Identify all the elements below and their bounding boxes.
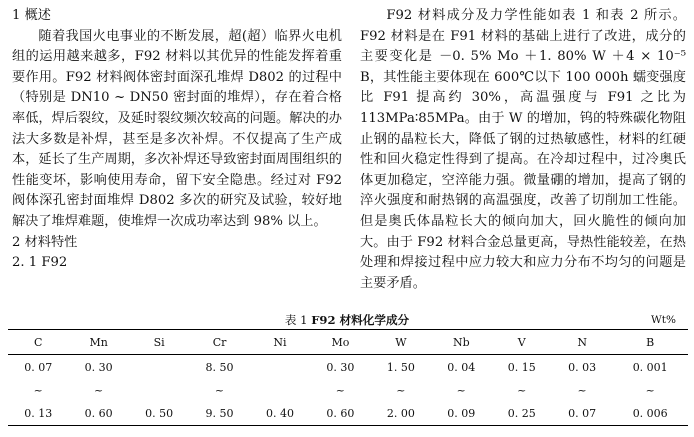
table-caption [0,310,694,330]
header-ni: Ni [273,335,287,349]
cell-min-nb: 0. 04 [447,360,476,374]
cell-tilde-nb: ~ [456,383,466,397]
cell-max-n: 0. 07 [568,406,597,420]
cell-max-si: 0. 50 [145,406,174,420]
header-c: C [34,335,43,349]
cell-min-ni [250,355,310,380]
cell-min-si [129,355,189,380]
cell-max-ni: 0. 40 [265,406,294,420]
section-1-heading: 1 概述 [12,8,51,23]
material-paragraph: F92 材料成分及力学性能如表 1 和表 2 所示。F92 材料是在 F91 材料的基础上进行了改进，成分的主要变化是 －0. 5% Mo ＋1. 80% W ＋4 × 10⁻⁵ B，其性能主要体现在 600℃以下 100 000h 蠕变强度比 F91 提高约 30%，高温强度与 F91 之比为 113MPa∶85MPa。由于 W 的增加，钨的特殊碳化物阻止钢的晶粒长大，降低了钢的过热敏感性，材料的红硬性和回火稳定性得到了提高。在冷却过程中，过冷奥氏体更加稳定，空淬能力强。微量硼的增加，提高了钢的淬火强度和耐热钢的高温强度，改善了切削加工性能。但是奥氏体晶粒长大的倾向加大，回火脆性的倾向加大。由于 F92 材料合金总量更高，导热性能较差，在热处理和焊接过程中应力较大和应力分布不均匀的问题是主要矛盾。 [360,8,686,291]
cell-min-w: 1. 50 [386,360,415,374]
cell-tilde-si [129,379,189,401]
cell-min-v: 0. 15 [507,360,536,374]
table-header-row [8,330,688,355]
cell-min-b: 0. 001 [632,360,668,374]
cell-max-cr: 9. 50 [205,406,234,420]
header-v: V [517,335,526,349]
table-row-tilde [8,379,688,401]
section-2-1-heading: 2. 1 F92 [12,255,68,271]
overview-paragraph: 随着我国火电事业的不断发展，超(超）临界火电机组的运用越来越多，F92 材料以其优异的性能发挥着重要作用。F92 材料阀体密封面深孔堆焊 D802 的过程中（特别是 DN10 ~ DN50 密封面的堆焊），存在着合格率低，焊后裂纹，及延时裂纹频次较高的问题。解决的办法大多数是补焊，甚至是多次补焊。不仅提高了生产成本，延长了生产周期，多次补焊还导致密封面周围组织的性能变坏，影响使用寿命，留下安全隐患。经过对 F92 阀体深孔密封面堆焊 D802 多次的研究及试验，较好地解决了堆焊难题，使堆焊一次成功率达到 98% 以上。 [12,28,342,229]
cell-min-n: 0. 03 [568,360,597,374]
cell-max-nb: 0. 09 [447,406,476,420]
cell-tilde-w: ~ [396,383,406,397]
header-w: W [395,335,407,349]
cell-tilde-n: ~ [577,383,587,397]
cell-max-mn: 0. 60 [84,406,113,420]
cell-tilde-b: ~ [645,383,655,397]
table-unit: Wt% [651,314,676,326]
cell-tilde-c: ~ [33,383,43,397]
right-column [360,6,686,294]
cell-tilde-ni [250,379,310,401]
cell-tilde-cr: ~ [214,383,225,397]
table-row-min [8,355,688,380]
header-cr: Cr [212,335,227,349]
header-n: N [577,335,587,349]
cell-max-w: 2. 00 [386,406,415,420]
header-nb: Nb [452,335,470,349]
cell-min-mn: 0. 30 [84,360,113,374]
table-caption-text [0,312,694,328]
cell-tilde-mo: ~ [335,383,346,397]
table-title: F92 材料化学成分 [311,313,410,327]
header-si: Si [153,335,165,349]
header-b: B [646,335,655,349]
table-number: 表 1 [284,313,308,327]
header-mn: Mn [89,335,108,349]
cell-max-v: 0. 25 [507,406,536,420]
chemical-composition-table [8,329,688,426]
cell-min-c: 0. 07 [24,360,53,374]
cell-tilde-mn: ~ [94,383,104,397]
table-row-max [8,401,688,426]
cell-max-b: 0. 006 [632,406,668,420]
left-column [12,6,342,274]
cell-tilde-v: ~ [517,383,527,397]
cell-max-mo: 0. 60 [326,406,355,420]
cell-max-c: 0. 13 [24,406,53,420]
cell-min-mo: 0. 30 [326,360,355,374]
header-mo: Mo [331,335,350,349]
cell-min-cr: 8. 50 [205,360,234,374]
section-2-heading: 2 材料特性 [12,234,78,250]
